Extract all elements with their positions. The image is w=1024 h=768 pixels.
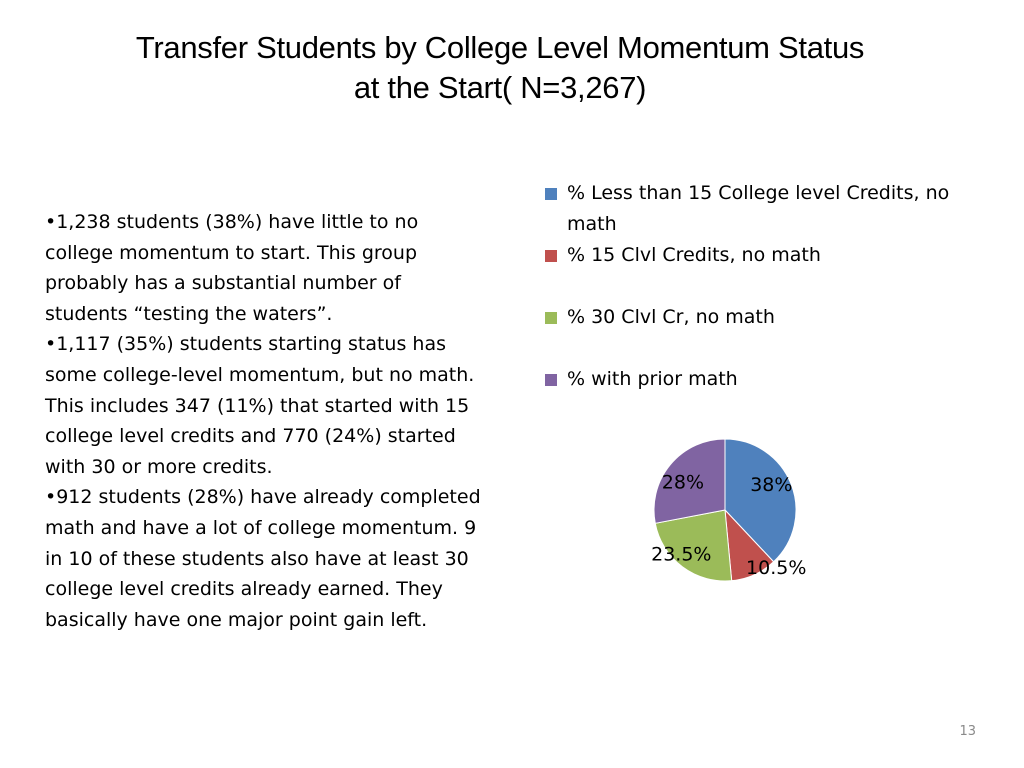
legend-item [545, 240, 995, 271]
legend-swatch [545, 250, 557, 262]
legend-label: % Less than 15 College level Credits, no math [567, 182, 950, 235]
legend-swatch [545, 312, 557, 324]
pie-data-label: 10.5% [746, 557, 807, 580]
slide-title [80, 28, 920, 108]
legend-label: % 30 Clvl Cr, no math [567, 306, 775, 328]
page-number: 13 [959, 724, 976, 739]
legend-swatch [545, 374, 557, 386]
bullet-list [45, 207, 485, 635]
legend-swatch [545, 188, 557, 200]
legend-item [545, 178, 995, 240]
bullet-item: •1,117 (35%) students starting status has some college-level momentum, but no math. This includes 347 (11%) that started with 15 college level credits and 770 (24%) started with 30 or more credits. [45, 333, 475, 478]
pie-data-label: 38% [750, 474, 793, 497]
legend-label: % 15 Clvl Credits, no math [567, 244, 821, 266]
legend-label: % with prior math [567, 368, 738, 390]
bullet-item: •1,238 students (38%) have little to no college momentum to start. This group probably has a substantial number of students “testing the waters”. [45, 211, 419, 325]
slide-title-line-2: at the Start( N=3,267) [353, 70, 647, 105]
bullet-item: •912 students (28%) have already completed math and have a lot of college momentum. 9 in 10 of these students also have at least 30 college level credits already earned. They basically have one major point gain left. [45, 486, 481, 631]
legend-item [545, 302, 995, 333]
pie-data-label: 23.5% [651, 543, 712, 566]
legend-item [545, 364, 995, 395]
pie-chart [640, 430, 810, 590]
slide-title-line-1: Transfer Students by College Level Momentum Status [135, 30, 865, 65]
pie-data-label: 28% [661, 471, 705, 494]
chart-legend [545, 178, 995, 395]
